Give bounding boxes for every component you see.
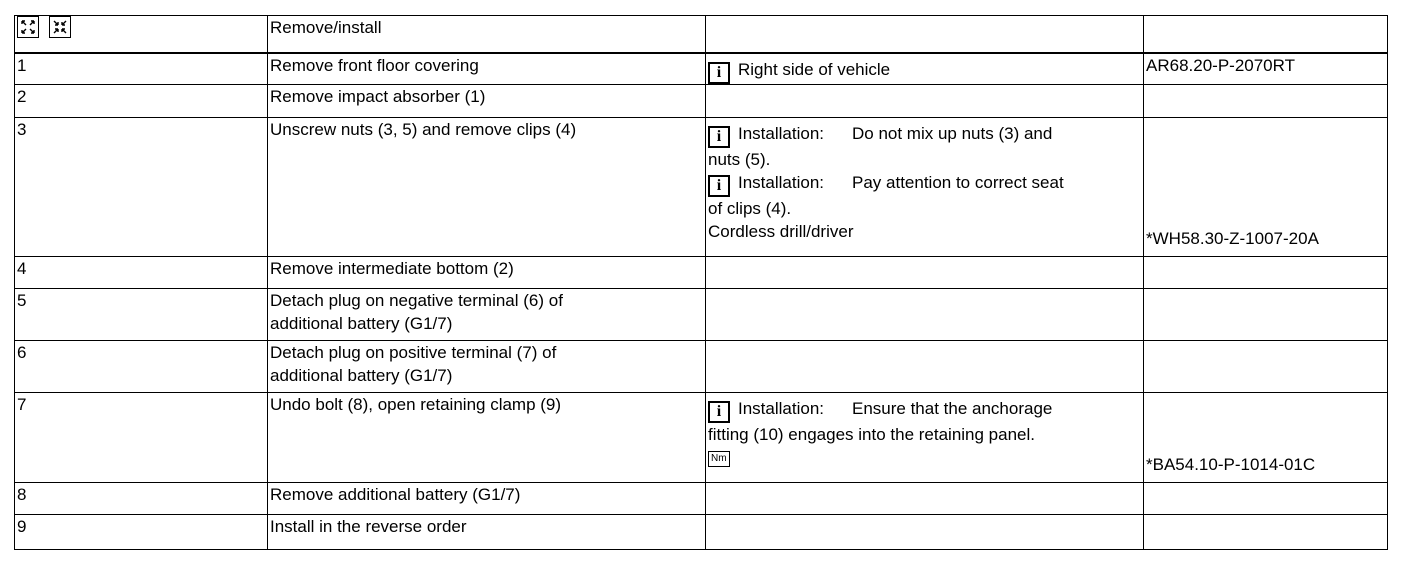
installation-note: [708, 171, 1141, 220]
step-reference: [1144, 515, 1388, 550]
step-action: Unscrew nuts (3, 5) and remove clips (4): [268, 118, 706, 257]
info-icon[interactable]: i: [708, 175, 730, 197]
step-number: 7: [15, 393, 268, 483]
step-reference[interactable]: [1144, 118, 1388, 257]
step-reference[interactable]: [1144, 53, 1388, 85]
info-icon[interactable]: i: [708, 126, 730, 148]
note-text: Right side of vehicle: [738, 59, 891, 79]
action-line: Detach plug on positive terminal (7) of: [270, 343, 557, 362]
step-action: Remove front floor covering: [268, 53, 706, 85]
step-action: Remove additional battery (G1/7): [268, 483, 706, 515]
step-number: 1: [15, 53, 268, 85]
step-notes: [706, 118, 1144, 257]
remove-icon: [17, 16, 39, 38]
table-header-row: [15, 16, 1388, 53]
procedure-table: [14, 15, 1388, 550]
note-text: Pay attention to correct seat: [852, 173, 1064, 192]
action-line: Detach plug on negative terminal (6) of: [270, 291, 563, 310]
header-ref-cell: [1144, 16, 1388, 53]
step-number: 3: [15, 118, 268, 257]
step-number: 2: [15, 85, 268, 118]
step-action: Install in the reverse order: [268, 515, 706, 550]
step-number: 8: [15, 483, 268, 515]
note-text-cont: of clips (4).: [708, 199, 792, 218]
step-number: 9: [15, 515, 268, 550]
note-text: Ensure that the anchorage: [852, 399, 1053, 418]
step-number: 4: [15, 257, 268, 289]
note-label: Installation:: [738, 399, 824, 418]
header-icons-cell: [15, 16, 268, 53]
info-icon[interactable]: i: [708, 62, 730, 84]
step-notes: [706, 53, 1144, 85]
header-notes-cell: [706, 16, 1144, 53]
step-notes: [706, 341, 1144, 393]
step-notes: [706, 289, 1144, 341]
step-notes: [706, 257, 1144, 289]
note-text-cont: nuts (5).: [708, 150, 771, 169]
step-notes: [706, 483, 1144, 515]
note-text: Do not mix up nuts (3) and: [852, 124, 1053, 143]
step-notes: [706, 515, 1144, 550]
step-action: Remove impact absorber (1): [268, 85, 706, 118]
table-row: [15, 483, 1388, 515]
action-line: additional battery (G1/7): [270, 366, 453, 385]
installation-note: [708, 122, 1141, 171]
table-row: [15, 118, 1388, 257]
step-action: [268, 341, 706, 393]
step-number: 6: [15, 341, 268, 393]
install-icon: [49, 16, 71, 38]
reference-link[interactable]: *BA54.10-P-1014-01C: [1146, 455, 1316, 474]
table-row: [15, 393, 1388, 483]
info-icon[interactable]: i: [708, 401, 730, 423]
tool-name: Cordless drill/driver: [708, 222, 854, 241]
action-line: additional battery (G1/7): [270, 314, 453, 333]
step-notes: [706, 393, 1144, 483]
table-row: [15, 515, 1388, 550]
installation-note: [708, 397, 1141, 446]
step-reference: [1144, 341, 1388, 393]
note-text-cont: fitting (10) engages into the retaining panel.: [708, 425, 1036, 444]
step-reference: [1144, 85, 1388, 118]
step-reference: [1144, 289, 1388, 341]
step-reference: [1144, 257, 1388, 289]
table-row: [15, 85, 1388, 118]
step-action: Undo bolt (8), open retaining clamp (9): [268, 393, 706, 483]
step-reference: [1144, 483, 1388, 515]
table-row: [15, 289, 1388, 341]
reference-link[interactable]: AR68.20-P-2070RT: [1146, 55, 1295, 75]
header-title: Remove/install: [268, 16, 706, 53]
step-notes: [706, 85, 1144, 118]
step-action: Remove intermediate bottom (2): [268, 257, 706, 289]
step-action: [268, 289, 706, 341]
note-label: Installation:: [738, 173, 824, 192]
reference-link[interactable]: *WH58.30-Z-1007-20A: [1146, 229, 1319, 248]
table-row: [15, 53, 1388, 85]
table-row: [15, 257, 1388, 289]
torque-icon[interactable]: Nm: [708, 451, 730, 467]
note-label: Installation:: [738, 124, 824, 143]
step-number: 5: [15, 289, 268, 341]
step-reference[interactable]: [1144, 393, 1388, 483]
table-row: [15, 341, 1388, 393]
